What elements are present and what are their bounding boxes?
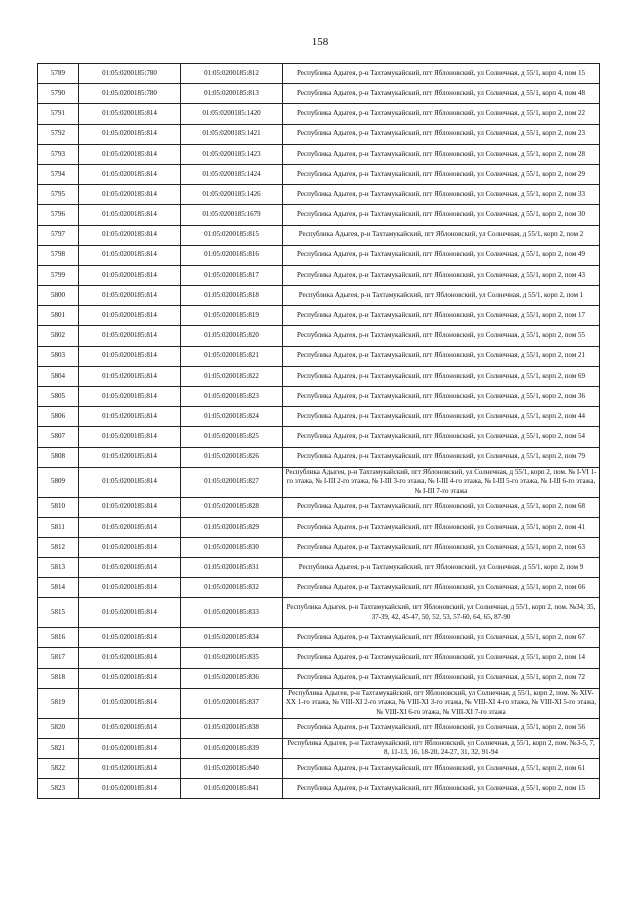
table-row (38, 598, 600, 628)
table-row (38, 286, 600, 306)
cadastral-number-cell: 01:05:0200185:828 (181, 497, 283, 517)
parent-cadastral-number-cell: 01:05:0200185:814 (79, 628, 181, 648)
table-row (38, 578, 600, 598)
address-cell: Республика Адыгея, р-н Тахтамукайский, пгт Яблоновский, ул Солнечная, д 55/1, корп 2, пом 44 (283, 407, 600, 427)
address-cell: Республика Адыгея, р-н Тахтамукайский, пгт Яблоновский, ул Солнечная, д 55/1, корп 2, пом 28 (283, 144, 600, 164)
table-row (38, 648, 600, 668)
address-cell: Республика Адыгея, р-н Тахтамукайский, пгт Яблоновский, ул Солнечная, д 55/1, корп 2, пом 23 (283, 124, 600, 144)
cadastral-number-cell: 01:05:0200185:816 (181, 245, 283, 265)
address-cell: Республика Адыгея, р-н Тахтамукайский, пгт Яблоновский, ул Солнечная, д 55/1, корп 2, пом 54 (283, 427, 600, 447)
cadastral-number-cell: 01:05:0200185:839 (181, 738, 283, 758)
row-number-cell: 5816 (38, 628, 79, 648)
row-number-cell: 5802 (38, 326, 79, 346)
table-row (38, 517, 600, 537)
parent-cadastral-number-cell: 01:05:0200185:814 (79, 185, 181, 205)
table-row (38, 366, 600, 386)
table-row (38, 104, 600, 124)
row-number-cell: 5813 (38, 558, 79, 578)
row-number-cell: 5790 (38, 84, 79, 104)
row-number-cell: 5801 (38, 306, 79, 326)
address-cell: Республика Адыгея, р-н Тахтамукайский, пгт Яблоновский, ул Солнечная, д 55/1, корп 4, пом 48 (283, 84, 600, 104)
table-row (38, 688, 600, 718)
parent-cadastral-number-cell: 01:05:0200185:814 (79, 668, 181, 688)
table-row (38, 407, 600, 427)
table-row (38, 185, 600, 205)
address-cell: Республика Адыгея, р-н Тахтамукайский, пгт Яблоновский, ул Солнечная, д 55/1, корп 2, пом 14 (283, 648, 600, 668)
address-cell: Республика Адыгея, р-н Тахтамукайский, пгт Яблоновский, ул Солнечная, д 55/1, корп 2, пом 69 (283, 366, 600, 386)
table-row (38, 779, 600, 799)
row-number-cell: 5789 (38, 64, 79, 84)
address-cell: Республика Адыгея, р-н Тахтамукайский, пгт Яблоновский, ул Солнечная, д 55/1, корп 2, пом 66 (283, 578, 600, 598)
parent-cadastral-number-cell: 01:05:0200185:814 (79, 346, 181, 366)
table-row (38, 84, 600, 104)
row-number-cell: 5814 (38, 578, 79, 598)
address-cell: Республика Адыгея, р-н Тахтамукайский, пгт Яблоновский, ул Солнечная, д 55/1, корп 2, пом 79 (283, 447, 600, 467)
parent-cadastral-number-cell: 01:05:0200185:814 (79, 427, 181, 447)
cadastral-number-cell: 01:05:0200185:841 (181, 779, 283, 799)
table-row (38, 346, 600, 366)
cadastral-number-cell: 01:05:0200185:838 (181, 718, 283, 738)
address-cell: Республика Адыгея, р-н Тахтамукайский, пгт Яблоновский, ул Солнечная, д 55/1, корп 2, пом 67 (283, 628, 600, 648)
table-row (38, 205, 600, 225)
table-row (38, 164, 600, 184)
row-number-cell: 5818 (38, 668, 79, 688)
address-cell: Республика Адыгея, р-н Тахтамукайский, пгт Яблоновский, ул Солнечная, д 55/1, корп 2, пом 43 (283, 265, 600, 285)
address-cell: Республика Адыгея, р-н Тахтамукайский, пгт Яблоновский, ул Солнечная, д 55/1, корп 2, пом 29 (283, 164, 600, 184)
row-number-cell: 5805 (38, 387, 79, 407)
table-row (38, 64, 600, 84)
address-cell: Республика Адыгея, р-н Тахтамукайский, пгт Яблоновский, ул Солнечная, д 55/1, корп 2, пом. №34, 35, 37-39, 42, 45-47, 50, 52, 53, 57-60, 64, 65, 87-90 (283, 598, 600, 628)
row-number-cell: 5793 (38, 144, 79, 164)
parent-cadastral-number-cell: 01:05:0200185:814 (79, 286, 181, 306)
row-number-cell: 5809 (38, 467, 79, 497)
cadastral-number-cell: 01:05:0200185:1426 (181, 185, 283, 205)
table-row (38, 265, 600, 285)
parent-cadastral-number-cell: 01:05:0200185:814 (79, 718, 181, 738)
parent-cadastral-number-cell: 01:05:0200185:814 (79, 558, 181, 578)
parent-cadastral-number-cell: 01:05:0200185:814 (79, 265, 181, 285)
parent-cadastral-number-cell: 01:05:0200185:814 (79, 104, 181, 124)
address-cell: Республика Адыгея, р-н Тахтамукайский, пгт Яблоновский, ул Солнечная, д 55/1, корп 2, пом 68 (283, 497, 600, 517)
parent-cadastral-number-cell: 01:05:0200185:814 (79, 164, 181, 184)
cadastral-number-cell: 01:05:0200185:831 (181, 558, 283, 578)
cadastral-number-cell: 01:05:0200185:1423 (181, 144, 283, 164)
address-cell: Республика Адыгея, р-н Тахтамукайский, пгт Яблоновский, ул Солнечная, д 55/1, корп 2, пом 41 (283, 517, 600, 537)
parent-cadastral-number-cell: 01:05:0200185:814 (79, 648, 181, 668)
address-cell: Республика Адыгея, р-н Тахтамукайский, пгт Яблоновский, ул Солнечная, д 55/1, корп 2, пом 2 (283, 225, 600, 245)
row-number-cell: 5812 (38, 537, 79, 557)
parent-cadastral-number-cell: 01:05:0200185:814 (79, 759, 181, 779)
row-number-cell: 5810 (38, 497, 79, 517)
address-cell: Республика Адыгея, р-н Тахтамукайский, пгт Яблоновский, ул Солнечная, д 55/1, корп 2, пом. №3-5, 7, 8, 11-13, 16, 18-20, 24-27, 31, 32, 91-94 (283, 738, 600, 758)
cadastral-number-cell: 01:05:0200185:817 (181, 265, 283, 285)
cadastral-number-cell: 01:05:0200185:830 (181, 537, 283, 557)
table-row (38, 467, 600, 497)
row-number-cell: 5797 (38, 225, 79, 245)
table-row (38, 497, 600, 517)
parent-cadastral-number-cell: 01:05:0200185:814 (79, 387, 181, 407)
cadastral-number-cell: 01:05:0200185:815 (181, 225, 283, 245)
address-cell: Республика Адыгея, р-н Тахтамукайский, пгт Яблоновский, ул Солнечная, д 55/1, корп 2, пом 49 (283, 245, 600, 265)
cadastral-number-cell: 01:05:0200185:813 (181, 84, 283, 104)
parent-cadastral-number-cell: 01:05:0200185:814 (79, 245, 181, 265)
table-row (38, 326, 600, 346)
row-number-cell: 5799 (38, 265, 79, 285)
row-number-cell: 5822 (38, 759, 79, 779)
address-cell: Республика Адыгея, р-н Тахтамукайский, пгт Яблоновский, ул Солнечная, д 55/1, корп 2, пом 17 (283, 306, 600, 326)
table-row (38, 668, 600, 688)
address-cell: Республика Адыгея, р-н Тахтамукайский, пгт Яблоновский, ул Солнечная, д 55/1, корп 2, пом 33 (283, 185, 600, 205)
cadastral-number-cell: 01:05:0200185:835 (181, 648, 283, 668)
cadastral-number-cell: 01:05:0200185:836 (181, 668, 283, 688)
address-cell: Республика Адыгея, р-н Тахтамукайский, пгт Яблоновский, ул Солнечная, д 55/1, корп 2, пом. № I-VI 1-го этажа, № I-III 2-го этажа, № I-III 3-го этажа, № I-III 4-го этажа, № I-III 5-го этажа, № I-III 6-го этажа, № I-III 7-го этажа (283, 467, 600, 497)
parent-cadastral-number-cell: 01:05:0200185:814 (79, 225, 181, 245)
cadastral-number-cell: 01:05:0200185:827 (181, 467, 283, 497)
cadastral-number-cell: 01:05:0200185:812 (181, 64, 283, 84)
table-row (38, 759, 600, 779)
parent-cadastral-number-cell: 01:05:0200185:814 (79, 517, 181, 537)
table-row (38, 447, 600, 467)
row-number-cell: 5796 (38, 205, 79, 225)
address-cell: Республика Адыгея, р-н Тахтамукайский, пгт Яблоновский, ул Солнечная, д 55/1, корп 2, пом 55 (283, 326, 600, 346)
parent-cadastral-number-cell: 01:05:0200185:780 (79, 64, 181, 84)
cadastral-number-cell: 01:05:0200185:1679 (181, 205, 283, 225)
cadastral-number-cell: 01:05:0200185:1424 (181, 164, 283, 184)
table-row (38, 245, 600, 265)
address-cell: Республика Адыгея, р-н Тахтамукайский, пгт Яблоновский, ул Солнечная, д 55/1, корп 2, пом 30 (283, 205, 600, 225)
row-number-cell: 5823 (38, 779, 79, 799)
cadastral-number-cell: 01:05:0200185:837 (181, 688, 283, 718)
cadastral-number-cell: 01:05:0200185:825 (181, 427, 283, 447)
parent-cadastral-number-cell: 01:05:0200185:780 (79, 84, 181, 104)
parent-cadastral-number-cell: 01:05:0200185:814 (79, 306, 181, 326)
row-number-cell: 5807 (38, 427, 79, 447)
table-row (38, 387, 600, 407)
registry-table (37, 63, 600, 799)
cadastral-number-cell: 01:05:0200185:829 (181, 517, 283, 537)
registry-table-body (38, 64, 600, 799)
parent-cadastral-number-cell: 01:05:0200185:814 (79, 326, 181, 346)
address-cell: Республика Адыгея, р-н Тахтамукайский, пгт Яблоновский, ул Солнечная, д 55/1, корп 2, пом 22 (283, 104, 600, 124)
row-number-cell: 5811 (38, 517, 79, 537)
cadastral-number-cell: 01:05:0200185:834 (181, 628, 283, 648)
table-row (38, 306, 600, 326)
address-cell: Республика Адыгея, р-н Тахтамукайский, пгт Яблоновский, ул Солнечная, д 55/1, корп 2, пом 9 (283, 558, 600, 578)
cadastral-number-cell: 01:05:0200185:821 (181, 346, 283, 366)
address-cell: Республика Адыгея, р-н Тахтамукайский, пгт Яблоновский, ул Солнечная, д 55/1, корп 2, пом. № XIV-XX 1-го этажа, № VIII-XI 2-го этажа, № VIII-XI 3-го этажа, № VIII-XI 4-го этажа, № VIII-XI 5-го этажа, № VIII-XI 6-го этажа, № VIII-XI 7-го этажа (283, 688, 600, 718)
page-number: 158 (311, 36, 329, 48)
parent-cadastral-number-cell: 01:05:0200185:814 (79, 738, 181, 758)
address-cell: Республика Адыгея, р-н Тахтамукайский, пгт Яблоновский, ул Солнечная, д 55/1, корп 2, пом 56 (283, 718, 600, 738)
cadastral-number-cell: 01:05:0200185:818 (181, 286, 283, 306)
cadastral-number-cell: 01:05:0200185:823 (181, 387, 283, 407)
parent-cadastral-number-cell: 01:05:0200185:814 (79, 497, 181, 517)
parent-cadastral-number-cell: 01:05:0200185:814 (79, 688, 181, 718)
cadastral-number-cell: 01:05:0200185:1421 (181, 124, 283, 144)
parent-cadastral-number-cell: 01:05:0200185:814 (79, 447, 181, 467)
row-number-cell: 5819 (38, 688, 79, 718)
table-row (38, 718, 600, 738)
row-number-cell: 5806 (38, 407, 79, 427)
row-number-cell: 5791 (38, 104, 79, 124)
address-cell: Республика Адыгея, р-н Тахтамукайский, пгт Яблоновский, ул Солнечная, д 55/1, корп 4, пом 15 (283, 64, 600, 84)
cadastral-number-cell: 01:05:0200185:1420 (181, 104, 283, 124)
table-row (38, 144, 600, 164)
cadastral-number-cell: 01:05:0200185:819 (181, 306, 283, 326)
parent-cadastral-number-cell: 01:05:0200185:814 (79, 598, 181, 628)
row-number-cell: 5803 (38, 346, 79, 366)
address-cell: Республика Адыгея, р-н Тахтамукайский, пгт Яблоновский, ул Солнечная, д 55/1, корп 2, пом 15 (283, 779, 600, 799)
parent-cadastral-number-cell: 01:05:0200185:814 (79, 205, 181, 225)
row-number-cell: 5808 (38, 447, 79, 467)
row-number-cell: 5821 (38, 738, 79, 758)
row-number-cell: 5800 (38, 286, 79, 306)
parent-cadastral-number-cell: 01:05:0200185:814 (79, 407, 181, 427)
address-cell: Республика Адыгея, р-н Тахтамукайский, пгт Яблоновский, ул Солнечная, д 55/1, корп 2, пом 63 (283, 537, 600, 557)
table-row (38, 225, 600, 245)
row-number-cell: 5794 (38, 164, 79, 184)
table-row (38, 124, 600, 144)
row-number-cell: 5820 (38, 718, 79, 738)
cadastral-number-cell: 01:05:0200185:832 (181, 578, 283, 598)
cadastral-number-cell: 01:05:0200185:824 (181, 407, 283, 427)
row-number-cell: 5795 (38, 185, 79, 205)
parent-cadastral-number-cell: 01:05:0200185:814 (79, 467, 181, 497)
cadastral-number-cell: 01:05:0200185:826 (181, 447, 283, 467)
table-row (38, 537, 600, 557)
address-cell: Республика Адыгея, р-н Тахтамукайский, пгт Яблоновский, ул Солнечная, д 55/1, корп 2, пом 72 (283, 668, 600, 688)
cadastral-number-cell: 01:05:0200185:840 (181, 759, 283, 779)
address-cell: Республика Адыгея, р-н Тахтамукайский, пгт Яблоновский, ул Солнечная, д 55/1, корп 2, пом 61 (283, 759, 600, 779)
row-number-cell: 5804 (38, 366, 79, 386)
table-row (38, 558, 600, 578)
row-number-cell: 5817 (38, 648, 79, 668)
parent-cadastral-number-cell: 01:05:0200185:814 (79, 366, 181, 386)
table-row (38, 738, 600, 758)
parent-cadastral-number-cell: 01:05:0200185:814 (79, 578, 181, 598)
table-row (38, 427, 600, 447)
parent-cadastral-number-cell: 01:05:0200185:814 (79, 124, 181, 144)
parent-cadastral-number-cell: 01:05:0200185:814 (79, 779, 181, 799)
row-number-cell: 5792 (38, 124, 79, 144)
address-cell: Республика Адыгея, р-н Тахтамукайский, пгт Яблоновский, ул Солнечная, д 55/1, корп 2, пом 36 (283, 387, 600, 407)
row-number-cell: 5815 (38, 598, 79, 628)
parent-cadastral-number-cell: 01:05:0200185:814 (79, 537, 181, 557)
cadastral-number-cell: 01:05:0200185:822 (181, 366, 283, 386)
address-cell: Республика Адыгея, р-н Тахтамукайский, пгт Яблоновский, ул Солнечная, д 55/1, корп 2, пом 1 (283, 286, 600, 306)
table-row (38, 628, 600, 648)
parent-cadastral-number-cell: 01:05:0200185:814 (79, 144, 181, 164)
row-number-cell: 5798 (38, 245, 79, 265)
cadastral-number-cell: 01:05:0200185:820 (181, 326, 283, 346)
address-cell: Республика Адыгея, р-н Тахтамукайский, пгт Яблоновский, ул Солнечная, д 55/1, корп 2, пом 21 (283, 346, 600, 366)
cadastral-number-cell: 01:05:0200185:833 (181, 598, 283, 628)
